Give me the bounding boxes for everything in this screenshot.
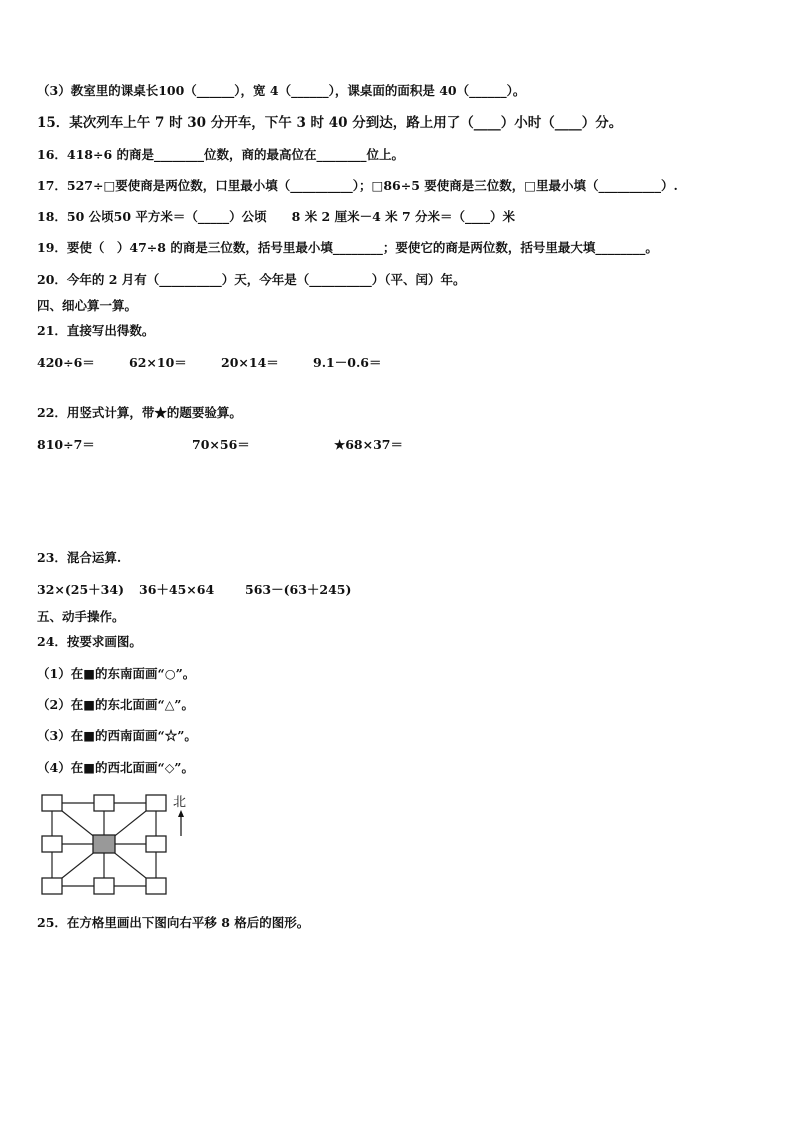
q21-expr-3: 20×14＝ xyxy=(221,355,279,370)
box-south xyxy=(94,878,114,894)
question-25: 25．在方格里画出下图向右平移 8 格后的图形。 xyxy=(37,915,310,930)
question-19: 19．要使（ ）47÷8 的商是三位数，括号里最小填________；要使它的商是两位数，括号里最大填________。 xyxy=(37,240,658,255)
question-24-2: （2）在■的东北面画“△”。 xyxy=(37,697,195,712)
question-24-1: （1）在■的东南面画“○”。 xyxy=(37,666,196,681)
q21-expr-2: 62×10＝ xyxy=(129,355,187,370)
q21-expr-1: 420÷6＝ xyxy=(37,355,95,370)
center-box xyxy=(93,835,115,853)
q21-expr-4: 9.1－0.6＝ xyxy=(313,355,382,370)
q22-expr-1: 810÷7＝ xyxy=(37,437,95,452)
question-21: 21．直接写出得数。 xyxy=(37,323,155,338)
north-arrow-icon xyxy=(178,810,184,817)
box-northeast xyxy=(146,795,166,811)
question-24: 24．按要求画图。 xyxy=(37,634,142,649)
question-16: 16．418÷6 的商是________位数，商的最高位在________位上。 xyxy=(37,147,405,162)
q23-expr-3: 563－(63＋245) xyxy=(245,582,352,597)
question-20: 20．今年的 2 月有（__________）天，今年是（__________）（平、闰）年。 xyxy=(37,272,466,287)
q23-expr-2: 36＋45×64 xyxy=(139,582,215,597)
section-4-heading: 四、细心算一算。 xyxy=(37,298,138,313)
question-23: 23．混合运算. xyxy=(37,550,122,565)
q23-expr-1: 32×(25＋34) xyxy=(37,582,124,597)
box-southeast xyxy=(146,878,166,894)
question-22: 22．用竖式计算，带★的题要验算。 xyxy=(37,405,242,420)
question-18: 18．50 公顷50 平方米＝（_____）公顷 8 米 2 厘米－4 米 7 分米＝（____）米 xyxy=(37,209,516,224)
box-southwest xyxy=(42,878,62,894)
direction-diagram xyxy=(38,792,198,896)
north-label: 北 xyxy=(173,795,187,810)
q22-expr-3: ★68×37＝ xyxy=(334,437,403,452)
box-east xyxy=(146,836,166,852)
question-14-3: （3）教室里的课桌长100（______），宽 4（______），课桌面的面积是 40（______）。 xyxy=(37,83,526,98)
box-northwest xyxy=(42,795,62,811)
question-15: 15．某次列车上午 7 时 30 分开车，下午 3 时 40 分到达，路上用了（____）小时（____）分。 xyxy=(37,115,623,131)
section-5-heading: 五、动手操作。 xyxy=(37,609,125,624)
box-north xyxy=(94,795,114,811)
q22-expr-2: 70×56＝ xyxy=(192,437,250,452)
question-17: 17．527÷□要使商是两位数，口里最小填（__________）；□86÷5 要使商是三位数，□里最小填（__________）. xyxy=(37,178,678,193)
question-24-3: （3）在■的西南面画“☆”。 xyxy=(37,728,197,743)
box-west xyxy=(42,836,62,852)
question-24-4: （4）在■的西北面画“◇”。 xyxy=(37,760,195,775)
